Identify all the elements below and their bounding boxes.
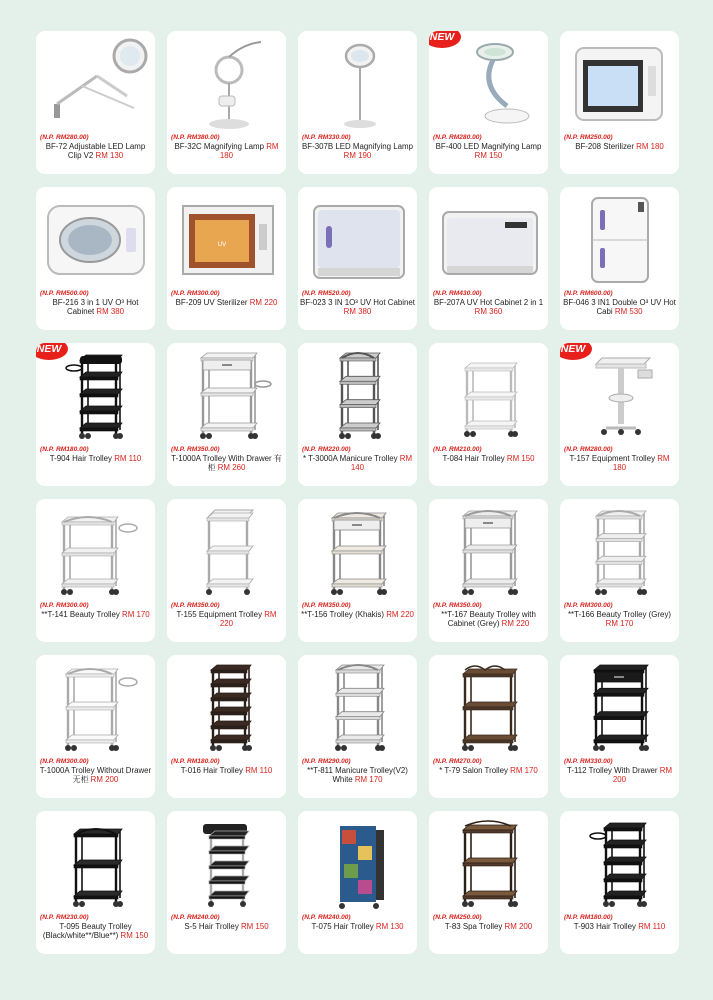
- product-name: BF-72 Adjustable LED Lamp Clip V2: [45, 142, 146, 161]
- product-name: T-903 Hair Trolley: [573, 922, 637, 931]
- normal-price: (N.P. RM210.00): [433, 446, 482, 453]
- product-price: RM 220: [501, 619, 530, 629]
- beauty-trolley-icon: [42, 504, 149, 602]
- product-name: BF-216 3 in 1 UV O³ Hot Cabinet: [52, 298, 139, 317]
- product-description: [38, 922, 153, 941]
- black-hair-trolley-icon: [42, 348, 149, 446]
- product-name: BF-307B LED Magnifying Lamp: [302, 142, 413, 151]
- product-card[interactable]: [298, 31, 417, 174]
- product-description: [431, 766, 546, 775]
- product-price: RM 170: [510, 766, 538, 775]
- manicure-trolley-icon: [304, 660, 411, 758]
- product-card[interactable]: [560, 31, 679, 174]
- normal-price: (N.P. RM600.00): [564, 290, 613, 297]
- wrought-salon-trolley-icon: [435, 660, 542, 758]
- product-price: RM 130: [375, 922, 404, 931]
- normal-price: (N.P. RM300.00): [171, 290, 220, 297]
- product-card[interactable]: [298, 343, 417, 486]
- normal-price: (N.P. RM240.00): [171, 914, 220, 921]
- product-name: S-5 Hair Trolley: [184, 922, 239, 931]
- product-description: [300, 454, 415, 473]
- product-price: RM 220: [249, 298, 278, 307]
- product-description: [562, 298, 677, 317]
- product-description: [300, 766, 415, 785]
- product-grid: [36, 31, 678, 954]
- product-card[interactable]: [298, 499, 417, 642]
- product-description: [431, 298, 546, 317]
- product-price: RM 150: [506, 454, 535, 463]
- product-name: BF-207A UV Hot Cabinet 2 in 1: [433, 298, 544, 307]
- product-card[interactable]: [167, 655, 286, 798]
- product-price: RM 180: [219, 142, 279, 161]
- normal-price: (N.P. RM330.00): [564, 758, 613, 765]
- product-price: RM 190: [343, 151, 372, 161]
- product-description: [300, 922, 415, 931]
- grey-beauty-trolley-icon: [566, 504, 673, 602]
- product-price: RM 130: [95, 151, 124, 161]
- normal-price: (N.P. RM520.00): [302, 290, 351, 297]
- product-description: [431, 454, 546, 463]
- product-name: T-112 Trolley With Drawer: [566, 766, 658, 775]
- product-price: RM 200: [612, 766, 673, 785]
- product-card[interactable]: [167, 499, 286, 642]
- product-name: **T-166 Beauty Trolley (Grey): [567, 610, 672, 619]
- round-hot-cabinet-icon: [42, 192, 149, 290]
- product-name: **T-811 Manicure Trolley(V2) White: [307, 766, 408, 785]
- product-card[interactable]: [36, 343, 155, 486]
- product-name: T-83 Spa Trolley: [444, 922, 503, 931]
- product-card[interactable]: [167, 343, 286, 486]
- product-price: RM 220: [386, 610, 414, 619]
- product-card[interactable]: [36, 31, 155, 174]
- spa-trolley-icon: [435, 816, 542, 914]
- desk-lamp-icon: [435, 36, 542, 134]
- normal-price: (N.P. RM300.00): [40, 602, 89, 609]
- product-price: RM 200: [90, 775, 119, 785]
- product-description: [562, 766, 677, 785]
- normal-price: (N.P. RM500.00): [40, 290, 89, 297]
- normal-price: (N.P. RM240.00): [302, 914, 351, 921]
- product-description: [38, 454, 153, 463]
- product-name: T-095 Beauty Trolley (Black/white**/Blue**): [42, 922, 132, 941]
- product-description: [300, 142, 415, 161]
- double-hot-cabinet-icon: [566, 192, 673, 290]
- product-price: RM 110: [638, 922, 666, 931]
- ring-floor-lamp-icon: [173, 36, 280, 134]
- product-description: [169, 922, 284, 931]
- product-card[interactable]: [36, 811, 155, 954]
- normal-price: (N.P. RM250.00): [564, 134, 613, 141]
- product-description: [38, 766, 153, 785]
- new-badge: NEW: [560, 343, 592, 360]
- product-card[interactable]: [429, 811, 548, 954]
- product-description: [38, 142, 153, 161]
- product-price: RM 170: [354, 775, 383, 785]
- product-card[interactable]: [429, 187, 548, 330]
- product-price: RM 150: [240, 922, 269, 931]
- product-name: **T-141 Beauty Trolley: [41, 610, 120, 619]
- product-description: [300, 298, 415, 317]
- product-price: RM 360: [474, 307, 503, 317]
- normal-price: (N.P. RM350.00): [171, 446, 220, 453]
- normal-price: (N.P. RM230.00): [40, 914, 89, 921]
- normal-price: (N.P. RM250.00): [433, 914, 482, 921]
- product-name: T-1000A Trolley Without Drawer 无柜: [39, 766, 152, 785]
- product-price: RM 150: [474, 151, 503, 161]
- product-card[interactable]: [429, 499, 548, 642]
- product-name: BF-209 UV Sterilizer: [175, 298, 248, 307]
- product-price: RM 170: [605, 619, 634, 629]
- normal-price: (N.P. RM180.00): [171, 758, 220, 765]
- product-price: RM 530: [614, 307, 643, 317]
- product-name: BF-32C Magnifying Lamp: [174, 142, 264, 151]
- product-description: [169, 766, 284, 775]
- trolley-khakis-icon: [304, 504, 411, 602]
- normal-price: (N.P. RM290.00): [302, 758, 351, 765]
- product-card[interactable]: [429, 343, 548, 486]
- product-card[interactable]: [429, 31, 548, 174]
- white-trolley-no-drawer-icon: [42, 660, 149, 758]
- product-card[interactable]: [36, 187, 155, 330]
- product-description: [169, 454, 284, 473]
- product-name: T-155 Equipment Trolley: [176, 610, 263, 619]
- product-card[interactable]: [167, 31, 286, 174]
- product-price: RM 380: [96, 307, 125, 317]
- product-card[interactable]: [298, 655, 417, 798]
- product-name: BF-208 Sterilizer: [575, 142, 634, 151]
- brown-hair-trolley-icon: [173, 660, 280, 758]
- normal-price: (N.P. RM280.00): [40, 134, 89, 141]
- black-hair-trolley-2-icon: [566, 816, 673, 914]
- normal-price: (N.P. RM330.00): [302, 134, 351, 141]
- product-card[interactable]: [560, 187, 679, 330]
- pole-equipment-trolley-icon: [566, 348, 673, 446]
- product-price: RM 110: [245, 766, 273, 775]
- magnifier-floor-lamp-icon: [304, 36, 411, 134]
- product-card[interactable]: [167, 811, 286, 954]
- product-description: [562, 142, 677, 151]
- uv-sterilizer-icon: [173, 192, 280, 290]
- product-description: [300, 610, 415, 619]
- product-price: RM 110: [114, 454, 142, 463]
- normal-price: (N.P. RM300.00): [40, 758, 89, 765]
- normal-price: (N.P. RM180.00): [564, 914, 613, 921]
- product-name: T-075 Hair Trolley: [311, 922, 374, 931]
- normal-price: (N.P. RM270.00): [433, 758, 482, 765]
- product-description: [562, 922, 677, 931]
- product-name: BF-400 LED Magnifying Lamp: [435, 142, 542, 151]
- equipment-trolley-icon: [173, 504, 280, 602]
- new-badge: NEW: [429, 31, 461, 48]
- product-price: RM 260: [217, 463, 246, 473]
- product-name: T-1000A Trolley With Drawer 有柜: [171, 454, 282, 473]
- product-name: BF-023 3 IN 1O³ UV Hot Cabinet: [300, 298, 415, 307]
- product-name: T-084 Hair Trolley: [442, 454, 505, 463]
- product-description: [431, 610, 546, 629]
- towel-warmer-wide-icon: [435, 192, 542, 290]
- product-name: * T-79 Salon Trolley: [439, 766, 508, 775]
- product-card[interactable]: [167, 187, 286, 330]
- product-description: [431, 922, 546, 931]
- product-name: **T-167 Beauty Trolley with Cabinet (Grey): [441, 610, 536, 629]
- normal-price: (N.P. RM350.00): [302, 602, 351, 609]
- white-trolley-drawer-icon: [173, 348, 280, 446]
- product-price: RM 200: [504, 922, 533, 931]
- normal-price: (N.P. RM180.00): [40, 446, 89, 453]
- product-card[interactable]: [298, 187, 417, 330]
- product-card[interactable]: [429, 655, 548, 798]
- product-card[interactable]: [560, 811, 679, 954]
- product-name: T-157 Equipment Trolley: [569, 454, 656, 463]
- white-3-tier-trolley-icon: [435, 348, 542, 446]
- clamp-lamp-icon: [42, 36, 149, 134]
- s5-hair-trolley-icon: [173, 816, 280, 914]
- product-price: RM 170: [122, 610, 150, 619]
- product-description: [562, 454, 677, 473]
- printed-hair-trolley-icon: [304, 816, 411, 914]
- product-description: [169, 142, 284, 161]
- product-description: [431, 142, 546, 161]
- normal-price: (N.P. RM350.00): [433, 602, 482, 609]
- normal-price: (N.P. RM280.00): [564, 446, 613, 453]
- product-card[interactable]: [36, 655, 155, 798]
- svg-text:UV: UV: [217, 241, 227, 248]
- sterilizer-cabinet-icon: [566, 36, 673, 134]
- product-price: RM 380: [343, 307, 372, 317]
- product-card[interactable]: [560, 343, 679, 486]
- product-description: [169, 610, 284, 629]
- product-description: [169, 298, 284, 307]
- product-name: * T-3000A Manicure Trolley: [302, 454, 398, 463]
- tall-shelf-trolley-icon: [304, 348, 411, 446]
- product-price: RM 140: [350, 454, 413, 473]
- new-badge: NEW: [36, 343, 68, 360]
- product-description: [562, 610, 677, 629]
- product-card[interactable]: [36, 499, 155, 642]
- normal-price: (N.P. RM300.00): [564, 602, 613, 609]
- product-card[interactable]: [298, 811, 417, 954]
- product-description: [38, 610, 153, 619]
- normal-price: (N.P. RM220.00): [302, 446, 351, 453]
- normal-price: (N.P. RM430.00): [433, 290, 482, 297]
- normal-price: (N.P. RM350.00): [171, 602, 220, 609]
- product-price: RM 150: [120, 931, 149, 941]
- product-price: RM 180: [636, 142, 664, 151]
- product-name: T-016 Hair Trolley: [180, 766, 244, 775]
- product-name: **T-156 Trolley (Khakis): [301, 610, 385, 619]
- product-description: [38, 298, 153, 317]
- product-price: RM 220: [219, 610, 277, 629]
- grey-cabinet-trolley-icon: [435, 504, 542, 602]
- basket-trolley-icon: [42, 816, 149, 914]
- normal-price: (N.P. RM280.00): [433, 134, 482, 141]
- black-drawer-trolley-icon: [566, 660, 673, 758]
- product-card[interactable]: [560, 499, 679, 642]
- product-card[interactable]: [560, 655, 679, 798]
- towel-warmer-icon: [304, 192, 411, 290]
- product-price: RM 180: [612, 454, 670, 473]
- normal-price: (N.P. RM380.00): [171, 134, 220, 141]
- product-name: BF-046 3 IN1 Double O³ UV Hot Cabi: [563, 298, 676, 317]
- product-name: T-904 Hair Trolley: [49, 454, 113, 463]
